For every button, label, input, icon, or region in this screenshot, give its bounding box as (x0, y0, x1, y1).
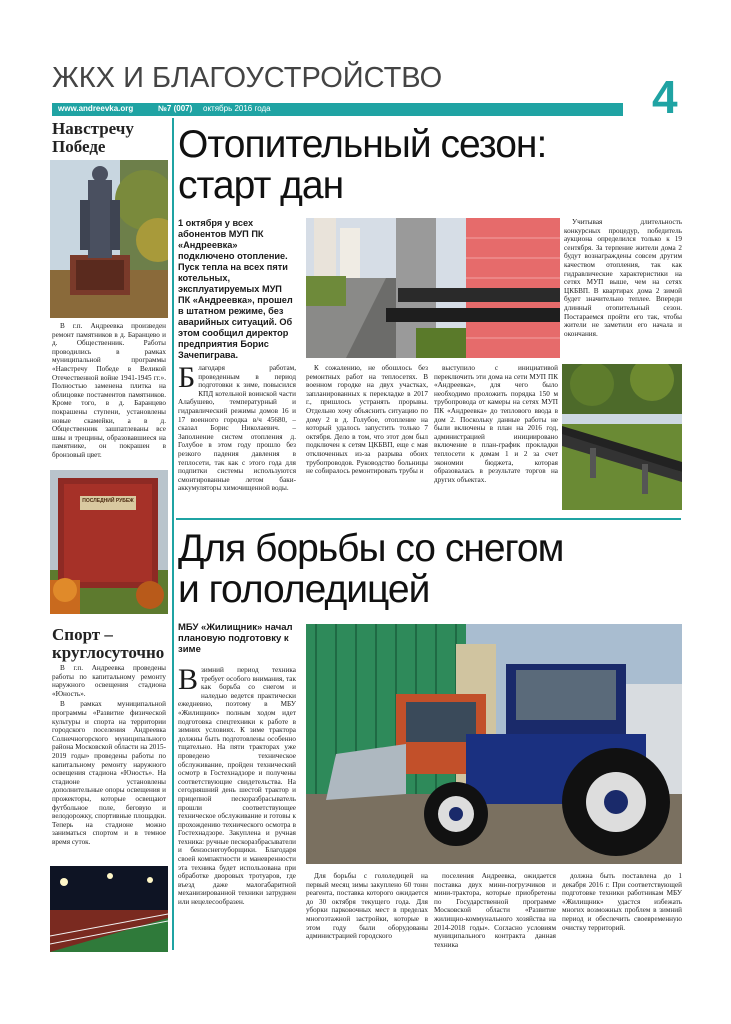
paragraph: В г.п. Андреевка проведены работы по капитальному ремонту наружного освещения стадиона «Юность». (52, 664, 166, 698)
sidebar-story-text: В г.п. Андреевка произведен ремонт памятников в д. Баранцево и д. Общественник. Работы проводились в рамках муниципальной программы «Навстречу Победе в Великой Отечественной войне 1941-1945 гг.». Полностью заменена плитка на облицовке постаментов памятников. Кроме того, в д. Баранцево покрашены ступени, установлены новые скамейки, а в д. Общественник зашпатлеваны все швы и трещины, образовавшиеся на памятнике, он покрашен в бронзовый цвет. (52, 322, 166, 459)
article-divider (176, 518, 681, 520)
article-headline (178, 124, 546, 206)
tractor-photo (306, 624, 682, 864)
article-column: выступило с инициативой переключить эти дома на сети МУП ПК «Андреевка», для чего было необходимо проложить порядка 150 м трубопровода от камеры на сетях МУП ПК «Андреевка» до теплового ввода в дом 2. Поскольку данные работы не были включены в план на 2016 год, администрацией инициировано включение в план-график прокладки теплосети к домам 1 и 2 за счет экономии бюджета, которая образовалась в результате торгов на других объектах. (434, 364, 558, 484)
page-number: 4 (652, 71, 678, 123)
section-title: ЖКХ И БЛАГОУСТРОЙСТВО (52, 62, 443, 94)
article-lead: МБУ «Жилищник» начал плановую подготовку к зиме (178, 622, 293, 655)
title-line: круглосуточно (52, 643, 165, 662)
article-column: Учитывая длительность конкурсных процедур, победитель аукциона определился только к 19 сентября. За терпение жители дома 2 будут вознаграждены совсем другим качеством отопления, так как гидравлические характеристики на сетях МУП выше, чем на сетях ЦКБВП. В квартирах дома 2 зимой будет значительно теплее. Впереди длинный отопительный сезон. Постараемся пройти его так, чтобы жители не заметили его начала и окончания. (564, 218, 682, 338)
title-line: Спорт – (52, 625, 113, 644)
title-line: Навстречу (52, 119, 134, 138)
article-column: должна быть поставлена до 1 декабря 2016 г. При соответствующей подготовке техники работникам МБУ «Жилищник» удастся избежать многих возможных проблем в зимний период и обеспечить своевременную очистку территорий. (562, 872, 682, 932)
article-column: Для борьбы с гололедицей на первый месяц зимы закуплено 60 тонн реагента, поставка которого ожидается до 30 октября текущего года. Для уборки парковочных мест в пределах многоэтажной застройки, которые в этом году были оборудованы администрацией городского (306, 872, 428, 941)
column-divider (172, 118, 174, 950)
issue-date: октябрь 2016 года (203, 104, 271, 113)
sidebar-story-text (52, 664, 166, 846)
article-column (178, 663, 296, 907)
headline-line: Для борьбы со снегом (178, 527, 564, 570)
monument-photo (50, 160, 168, 318)
stadium-photo (50, 866, 168, 952)
heating-pipe-photo (306, 218, 560, 358)
headline-line: старт дан (178, 164, 344, 207)
column-text: лагодаря работам, проведенным в период подготовки к зиме, повысился КПД котельной воинской части Алабушево, температурный и гидравлический режимы домов 16 и 17 военного городка в/ч 45680, – сказал Борис Николаевич. – Заполнение систем отопления д. Голубое в этом году прошло без резкого падения давления в теплосети, так как с этого года для подпитки системы используются смонтированные летом баки-аккумуляторы химочищенной воды. (178, 364, 296, 493)
website-link[interactable]: www.andreevka.org (58, 104, 134, 113)
drop-cap: Б (178, 361, 196, 394)
pipeline-photo (562, 364, 682, 510)
article-column: поселения Андреевка, ожидается поставка двух мини-погрузчиков и мини-трактора, которые приобретены по Государственной программе Московской области «Развитие жилищно-коммунального хозяйства на 2014-2018 годы». Согласно условиям муниципального контракта данная техника (434, 872, 556, 949)
sidebar-story-title (52, 626, 164, 662)
article-column (178, 361, 296, 493)
article-column: К сожалению, не обошлось без ремонтных работ на теплосетях. В военном городке на двух участках, запланированных к перекладке в 2017 г., пришлось устранять прорывы. Отдельно хочу объяснить ситуацию по дому 2 в д. Голубое, отопление на который удалось запустить только 7 октября. Дело в том, что этот дом был подключен к сетям ЦКБВП, еще с мая отключенных из-за разрыва обоих трубопроводов. Руководство больницы не собиралось ремонтировать трубы и (306, 364, 428, 476)
column-text: зимний период техника требует особого внимания, так как борьба со снегом и наледью ведется практически ежедневно, поэтому в МБУ «Жилищник» полным ходом идет подготовка спецтехники к работе в зимних условиях. К зиме трактора должны быть подготовлены особенно тщательно. На пяти тракторах уже проведено техническое обслуживание, пройден технический осмотр в Гостехнадзоре и получены соответствующие свидетельства. На сегодняшний день шестой трактор и прицепной пескоразбрасыватель прошли соответствующее техническое обслуживание и готовы к прохождению технического осмотра в Гостехнадзоре. Закуплена и ручная техника: ручные пескоразбрасыватели и бензоснегоуборщики. Благодаря своей компактности и маневренности эта техника будет использована при обработке дворовых тротуаров, где въезд даже малогабаритной механизированной техники затруднен или нецелесообразен. (178, 666, 296, 907)
article-headline (178, 528, 563, 610)
paragraph: В рамках муниципальной программы «Развитие физической культуры и спорта на территории городского поселения Андреевка Солнечногорского муниципального района Московской области на 2015-2019 годы» проведены работы по капитальному ремонту наружного освещения стадиона «Юность». На стадионе установлены дополнительные опоры освещения и прожекторы, которые освещают футбольное поле, беговую и велодорожку, спортивные площадки. Теперь на стадионе можно заниматься спортом и в темное время суток. (52, 700, 166, 846)
memorial-photo (50, 470, 168, 614)
drop-cap: В (178, 663, 199, 696)
sidebar-story-title (52, 120, 134, 156)
article-lead: 1 октября у всех абонентов МУП ПК «Андреевка» подключено отопление. Пуск тепла на всех пяти котельных, эксплуатируемых МУП ПК «Андреевка», прошел в штатном режиме, без аварийных ситуаций. Об этом сообщил директор предприятия Борис Зачепиграва. (178, 218, 293, 360)
header-bar (52, 103, 623, 116)
title-line: Победе (52, 137, 106, 156)
issue-number: №7 (007) (158, 104, 193, 113)
headline-line: Отопительный сезон: (178, 123, 547, 166)
headline-line: и гололедицей (178, 568, 430, 611)
plaque-text: ПОСЛЕДНИЙ РУБЕЖ (82, 498, 134, 504)
